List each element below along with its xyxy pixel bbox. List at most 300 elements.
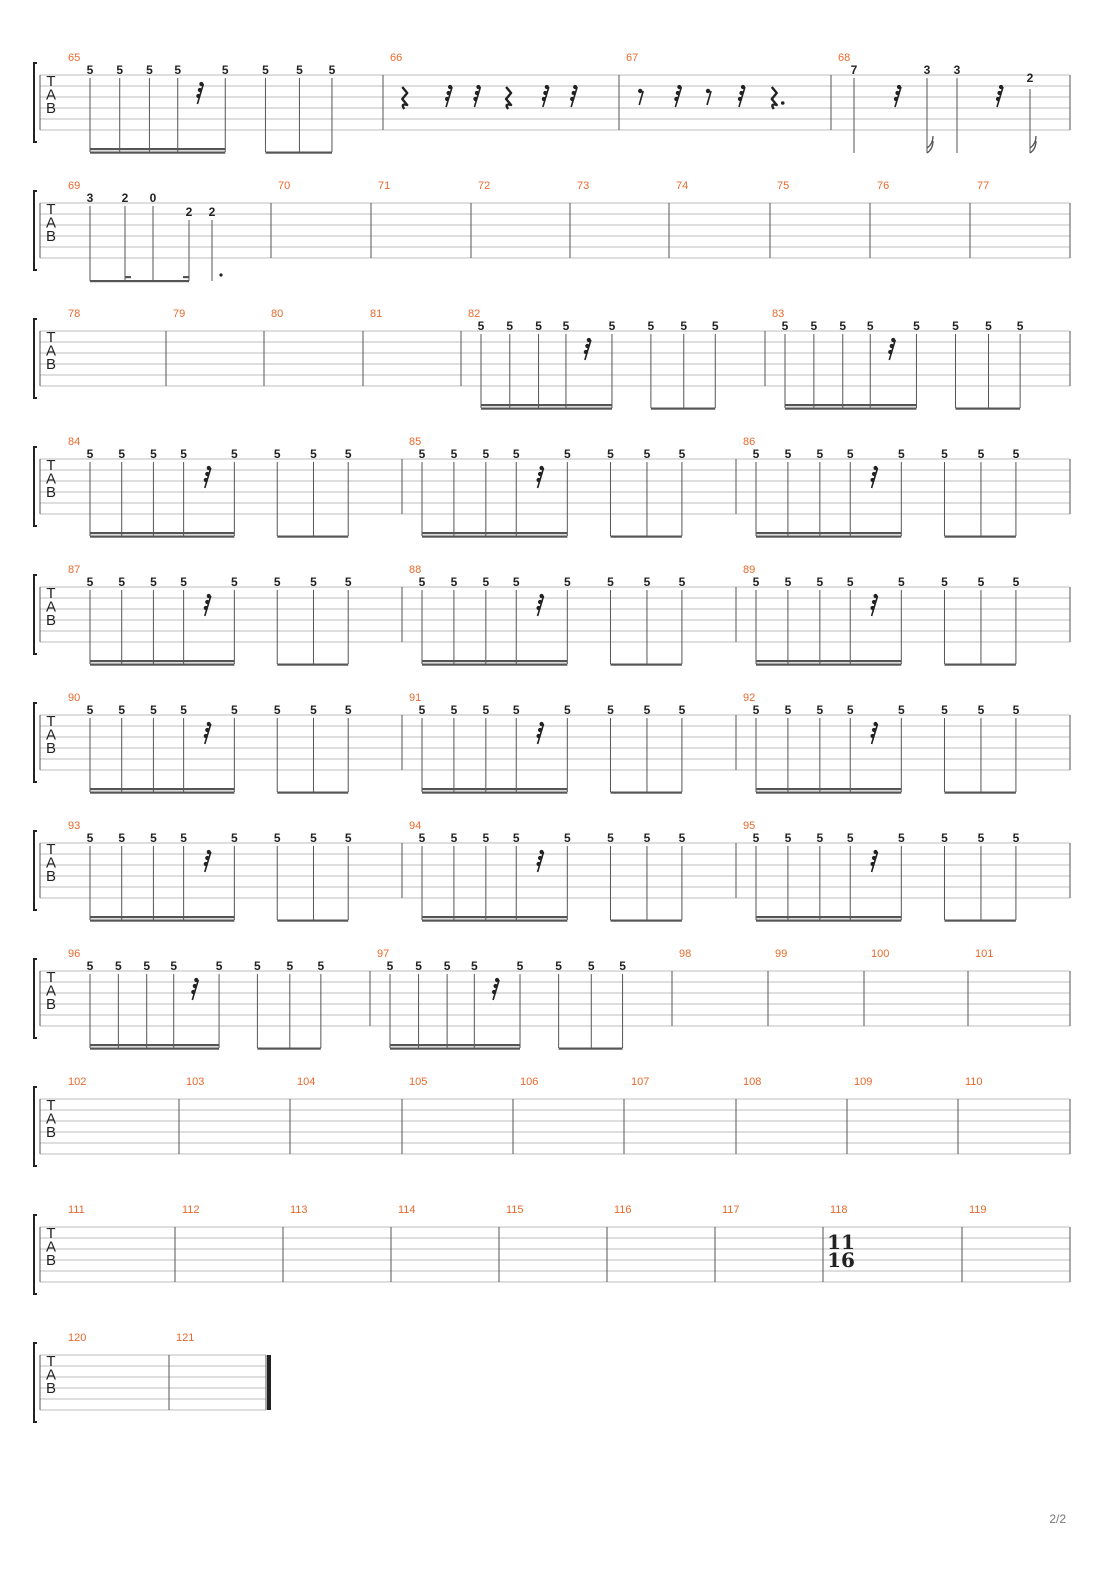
fret-number: 5: [563, 447, 571, 461]
beam: [90, 916, 234, 918]
fret-number: 5: [310, 575, 317, 589]
tab-clef-letter: T: [46, 1353, 56, 1370]
rest-flag-dot: [677, 85, 681, 89]
measure-number: 68: [838, 52, 851, 64]
beam: [90, 148, 225, 150]
beam-stub: [183, 276, 189, 278]
tab-system: [34, 1204, 1070, 1294]
tab-clef-letter: T: [46, 329, 56, 346]
tab-system: [34, 564, 1070, 666]
beam: [756, 916, 901, 918]
beam: [610, 664, 681, 666]
rest-flag-dot: [676, 91, 680, 95]
beam: [756, 788, 901, 790]
measure-number: 102: [68, 1076, 87, 1088]
rest-flag-dot: [205, 856, 209, 860]
measure-number: 81: [370, 308, 383, 320]
rest-flag-dot: [205, 472, 209, 476]
measure-89: [743, 564, 1020, 666]
rest-flag-dot: [543, 91, 547, 95]
measure-number: 98: [679, 948, 692, 960]
beam: [422, 920, 567, 922]
fret-number: 5: [563, 703, 571, 717]
fret-number: 5: [680, 319, 688, 333]
tab-system: [34, 436, 1070, 538]
fret-number: 5: [1012, 575, 1020, 589]
measure-73: [577, 180, 589, 192]
measure-98: [679, 948, 691, 960]
fret-number: 5: [866, 319, 874, 333]
fret-number: 5: [86, 959, 94, 973]
fret-number: 5: [607, 703, 614, 717]
rest-flag-dot: [536, 862, 540, 866]
rest-flag-dot: [207, 850, 211, 854]
measure-104: [297, 1076, 315, 1088]
rest-flag-dot: [870, 478, 874, 482]
system-bracket: [34, 575, 37, 654]
tab-system: [34, 52, 1070, 154]
measure-75: [777, 180, 789, 192]
measure-88: [409, 564, 686, 666]
rest-flag-dot: [870, 606, 874, 610]
fret-number: 5: [262, 63, 269, 77]
measure-number: 83: [772, 308, 785, 320]
tab-clef-letter: A: [45, 1366, 57, 1384]
final-barline: [267, 1355, 271, 1410]
measure-number: 88: [409, 564, 422, 576]
rest-flag-dot: [198, 88, 202, 92]
measure-number: 78: [68, 308, 81, 320]
fret-number: 5: [781, 319, 789, 333]
fret-number: 5: [317, 959, 325, 973]
measure-number: 65: [68, 52, 81, 64]
rest-flag-dot: [194, 978, 198, 982]
fret-number: 5: [512, 831, 520, 845]
tab-clef-letter: T: [46, 201, 56, 218]
beam: [90, 664, 234, 666]
tab-clef-letter: T: [46, 841, 56, 858]
fret-number: 5: [784, 703, 792, 717]
fret-number: 5: [273, 703, 281, 717]
tab-clef-letter: B: [45, 612, 57, 629]
measure-number: 82: [468, 308, 481, 320]
measure-68: [838, 52, 1036, 153]
measure-number: 96: [68, 948, 81, 960]
measure-112: [182, 1204, 200, 1216]
measure-121: [176, 1332, 194, 1344]
measure-number: 114: [398, 1204, 416, 1216]
measure-number: 103: [186, 1076, 205, 1088]
fret-number: 5: [86, 447, 94, 461]
beam: [422, 660, 567, 662]
time-signature-denominator: 16: [827, 1248, 855, 1272]
measure-119: [969, 1204, 987, 1216]
rest-flag-dot: [572, 91, 576, 95]
rest-flag-dot: [207, 594, 211, 598]
system-bracket: [34, 959, 37, 1038]
measure-92: [743, 692, 1020, 794]
fret-number: 5: [273, 575, 281, 589]
system-bracket: [34, 1215, 37, 1294]
tab-system: [34, 692, 1070, 794]
rest-flag-dot: [570, 97, 574, 101]
beam: [277, 664, 348, 666]
tab-clef-letter: A: [45, 598, 57, 616]
measure-100: [871, 948, 889, 960]
system-bracket: [34, 831, 37, 910]
rest-flag-dot: [873, 850, 877, 854]
measure-number: 93: [68, 820, 81, 832]
tab-clef-letter: A: [45, 982, 57, 1000]
fret-number: 5: [643, 447, 651, 461]
fret-number: 5: [344, 831, 352, 845]
fret-number: 5: [562, 319, 570, 333]
beam: [756, 920, 901, 922]
measure-number: 80: [271, 308, 284, 320]
tab-system: [34, 820, 1070, 922]
measure-66: [390, 52, 577, 109]
beam: [265, 152, 332, 154]
beam: [90, 152, 225, 154]
rest-flag-dot: [446, 91, 450, 95]
fret-number: 5: [516, 959, 524, 973]
measure-71: [378, 180, 390, 192]
rest-flag-dot: [204, 478, 208, 482]
fret-number: 5: [482, 447, 490, 461]
fret-number: 5: [418, 831, 426, 845]
fret-number: 5: [254, 959, 261, 973]
rest-flag-dot: [545, 85, 549, 89]
measure-74: [676, 180, 688, 192]
measure-number: 91: [409, 692, 422, 704]
measure-78: [68, 308, 80, 320]
measure-101: [975, 948, 993, 960]
fret-number: 5: [563, 575, 571, 589]
tab-system: [34, 1332, 271, 1422]
fret-number: 5: [977, 447, 985, 461]
fret-number: 5: [846, 575, 854, 589]
tab-clef-letter: B: [45, 1380, 57, 1397]
fret-number: 5: [273, 447, 281, 461]
tab-system: [34, 180, 1070, 282]
fret-number: 3: [923, 63, 931, 77]
measure-number: 97: [377, 948, 390, 960]
fret-number: 5: [180, 703, 187, 717]
beam: [90, 1048, 219, 1050]
rest-flag-dot: [196, 94, 200, 98]
rest-flag-dot: [538, 728, 542, 732]
measure-number: 121: [176, 1332, 195, 1344]
fret-number: 5: [535, 319, 542, 333]
rest-flag-dot: [539, 850, 543, 854]
rest-flag-dot: [872, 728, 876, 732]
measure-93: [68, 820, 352, 922]
tab-system: [34, 1076, 1070, 1166]
fret-number: 5: [941, 447, 948, 461]
system-bracket: [34, 63, 37, 142]
fret-number: 5: [752, 575, 760, 589]
fret-number: 7: [850, 63, 858, 77]
fret-number: 5: [86, 63, 94, 77]
rest-flag-dot: [191, 990, 195, 994]
fret-number: 5: [608, 319, 616, 333]
rest-flag-dot: [448, 85, 452, 89]
tab-system: [34, 948, 1070, 1050]
fret-number: 5: [1012, 831, 1020, 845]
measure-number: 104: [297, 1076, 316, 1088]
rest-flag-dot: [674, 97, 678, 101]
fret-number: 5: [816, 831, 824, 845]
fret-number: 5: [563, 831, 571, 845]
beam: [756, 792, 901, 794]
rest-flag-dot: [193, 984, 197, 988]
fret-number: 5: [328, 63, 336, 77]
fret-number: 5: [897, 703, 905, 717]
tab-clef-letter: A: [45, 1238, 57, 1256]
rest-flag-dot: [872, 856, 876, 860]
measure-91: [409, 692, 686, 794]
rest-flag-dot: [587, 338, 591, 342]
fret-number: 5: [647, 319, 655, 333]
beam: [90, 660, 234, 662]
tab-clef-letter: T: [46, 1097, 56, 1114]
measure-114: [398, 1204, 416, 1216]
measure-number: 71: [378, 180, 391, 192]
beam: [756, 532, 901, 534]
beam: [756, 664, 901, 666]
fret-number: 5: [977, 831, 985, 845]
rest-flag-dot: [538, 600, 542, 604]
measure-number: 106: [520, 1076, 539, 1088]
measure-69: [68, 180, 223, 282]
fret-number: 5: [231, 575, 238, 589]
measure-99: [775, 948, 787, 960]
measure-number: 101: [975, 948, 994, 960]
beam: [610, 536, 681, 538]
fret-number: 5: [839, 319, 847, 333]
rest-flag-dot: [872, 600, 876, 604]
tab-clef-letter: B: [45, 100, 57, 117]
beam: [481, 404, 612, 406]
fret-number: 5: [784, 575, 792, 589]
tab-clef-letter: A: [45, 1110, 57, 1128]
rest-flag-dot: [493, 984, 497, 988]
fret-number: 5: [231, 703, 238, 717]
rest-quarter: [402, 87, 407, 109]
measure-number: 77: [977, 180, 990, 192]
rest-flag-dot: [538, 472, 542, 476]
beam: [422, 532, 567, 534]
beam: [756, 660, 901, 662]
rest-flag-dot: [207, 466, 211, 470]
fret-number: 5: [977, 703, 985, 717]
rest-flag-dot: [207, 722, 211, 726]
rest-flag-dot: [205, 600, 209, 604]
beam: [422, 916, 567, 918]
system-bracket: [34, 447, 37, 526]
dot: [219, 273, 222, 276]
measure-number: 120: [68, 1332, 87, 1344]
rest-flag-dot: [585, 344, 589, 348]
fret-number: 5: [643, 575, 651, 589]
measure-97: [377, 948, 626, 1050]
fret-number: 5: [150, 831, 157, 845]
fret-number: 5: [752, 447, 760, 461]
measure-number: 73: [577, 180, 590, 192]
measure-number: 69: [68, 180, 81, 192]
beam: [90, 536, 234, 538]
fret-number: 5: [643, 703, 651, 717]
tab-clef-letter: A: [45, 470, 57, 488]
fret-number: 5: [846, 703, 854, 717]
measure-113: [290, 1204, 308, 1216]
fret-number: 5: [941, 575, 948, 589]
fret-number: 5: [418, 575, 426, 589]
tab-clef-letter: B: [45, 356, 57, 373]
fret-number: 5: [512, 703, 520, 717]
fret-number: 5: [897, 831, 905, 845]
measure-118: [827, 1204, 855, 1272]
measure-105: [409, 1076, 427, 1088]
measure-number: 79: [173, 308, 186, 320]
measure-number: 86: [743, 436, 756, 448]
fret-number: 5: [846, 831, 854, 845]
measure-108: [743, 1076, 761, 1088]
beam: [90, 280, 189, 282]
tab-clef-letter: B: [45, 868, 57, 885]
fret-number: 0: [149, 191, 157, 205]
beam: [944, 664, 1015, 666]
rest-flag-dot: [584, 350, 588, 354]
beam: [785, 408, 916, 410]
fret-number: 5: [143, 959, 151, 973]
fret-number: 5: [273, 831, 281, 845]
rest-flag-dot: [204, 734, 208, 738]
fret-number: 5: [512, 447, 520, 461]
measure-120: [68, 1332, 86, 1344]
measure-number: 72: [478, 180, 491, 192]
tab-clef-letter: A: [45, 854, 57, 872]
beam: [422, 536, 567, 538]
measure-116: [614, 1204, 632, 1216]
measure-106: [520, 1076, 538, 1088]
tab-system: [34, 308, 1070, 410]
fret-number: 5: [784, 831, 792, 845]
rest-flag-dot: [539, 594, 543, 598]
measure-number: 85: [409, 436, 422, 448]
fret-number: 5: [116, 63, 124, 77]
fret-number: 5: [752, 831, 760, 845]
beam: [610, 920, 681, 922]
fret-number: 5: [310, 447, 317, 461]
rest-flag-dot: [539, 722, 543, 726]
fret-number: 2: [185, 205, 193, 219]
system-bracket: [34, 319, 37, 398]
beam: [651, 408, 715, 410]
measure-77: [977, 180, 989, 192]
fret-number: 5: [115, 959, 122, 973]
measure-number: 94: [409, 820, 422, 832]
rest-flag-dot: [473, 97, 477, 101]
rest-flag-dot: [870, 734, 874, 738]
beam: [944, 536, 1015, 538]
fret-number: 3: [953, 63, 961, 77]
fret-number: 5: [1016, 319, 1024, 333]
rest-flag-dot: [539, 466, 543, 470]
rest-flag-dot: [495, 978, 499, 982]
fret-number: 2: [1026, 71, 1034, 85]
fret-number: 5: [482, 703, 490, 717]
beam: [90, 792, 234, 794]
measure-number: 84: [68, 436, 81, 448]
fret-number: 5: [170, 959, 178, 973]
beam: [90, 920, 234, 922]
beam: [944, 792, 1015, 794]
fret-number: 5: [619, 959, 626, 973]
fret-number: 5: [386, 959, 394, 973]
measure-84: [68, 436, 352, 538]
beam: [257, 1048, 320, 1050]
measure-109: [854, 1076, 872, 1088]
rest-flag-dot: [542, 97, 546, 101]
rest-flag-dot: [536, 606, 540, 610]
fret-number: 5: [418, 703, 426, 717]
measure-110: [965, 1076, 983, 1088]
beam: [90, 1044, 219, 1046]
fret-number: 5: [587, 959, 595, 973]
fret-number: 5: [310, 703, 317, 717]
measure-number: 87: [68, 564, 81, 576]
fret-number: 5: [146, 63, 153, 77]
fret-number: 5: [180, 447, 187, 461]
rest-flag-dot: [891, 338, 895, 342]
rest-flag-dot: [536, 734, 540, 738]
tab-clef-letter: B: [45, 1124, 57, 1141]
fret-number: 5: [450, 575, 458, 589]
beam: [944, 920, 1015, 922]
measure-number: 66: [390, 52, 403, 64]
rest-quarter: [506, 87, 511, 109]
rest-flag-dot: [999, 85, 1003, 89]
fret-number: 5: [118, 831, 126, 845]
fret-number: 5: [231, 831, 238, 845]
beam: [756, 536, 901, 538]
fret-number: 3: [86, 191, 94, 205]
measure-90: [68, 692, 352, 794]
measure-107: [631, 1076, 649, 1088]
tab-clef-letter: T: [46, 1225, 56, 1242]
fret-number: 5: [415, 959, 422, 973]
measure-number: 89: [743, 564, 756, 576]
measure-76: [877, 180, 889, 192]
measure-number: 67: [626, 52, 639, 64]
measure-number: 118: [830, 1204, 848, 1216]
measure-number: 110: [965, 1076, 983, 1088]
beam-stub: [125, 276, 131, 278]
fret-number: 5: [150, 575, 157, 589]
beam: [90, 788, 234, 790]
beam: [422, 788, 567, 790]
fret-number: 5: [450, 703, 458, 717]
rest-flag-dot: [872, 472, 876, 476]
rest-flag-dot: [205, 728, 209, 732]
fret-number: 5: [506, 319, 514, 333]
beam: [610, 792, 681, 794]
fret-number: 5: [643, 831, 651, 845]
fret-number: 5: [150, 703, 157, 717]
fret-number: 5: [512, 575, 520, 589]
tab-clef-letter: A: [45, 86, 57, 104]
